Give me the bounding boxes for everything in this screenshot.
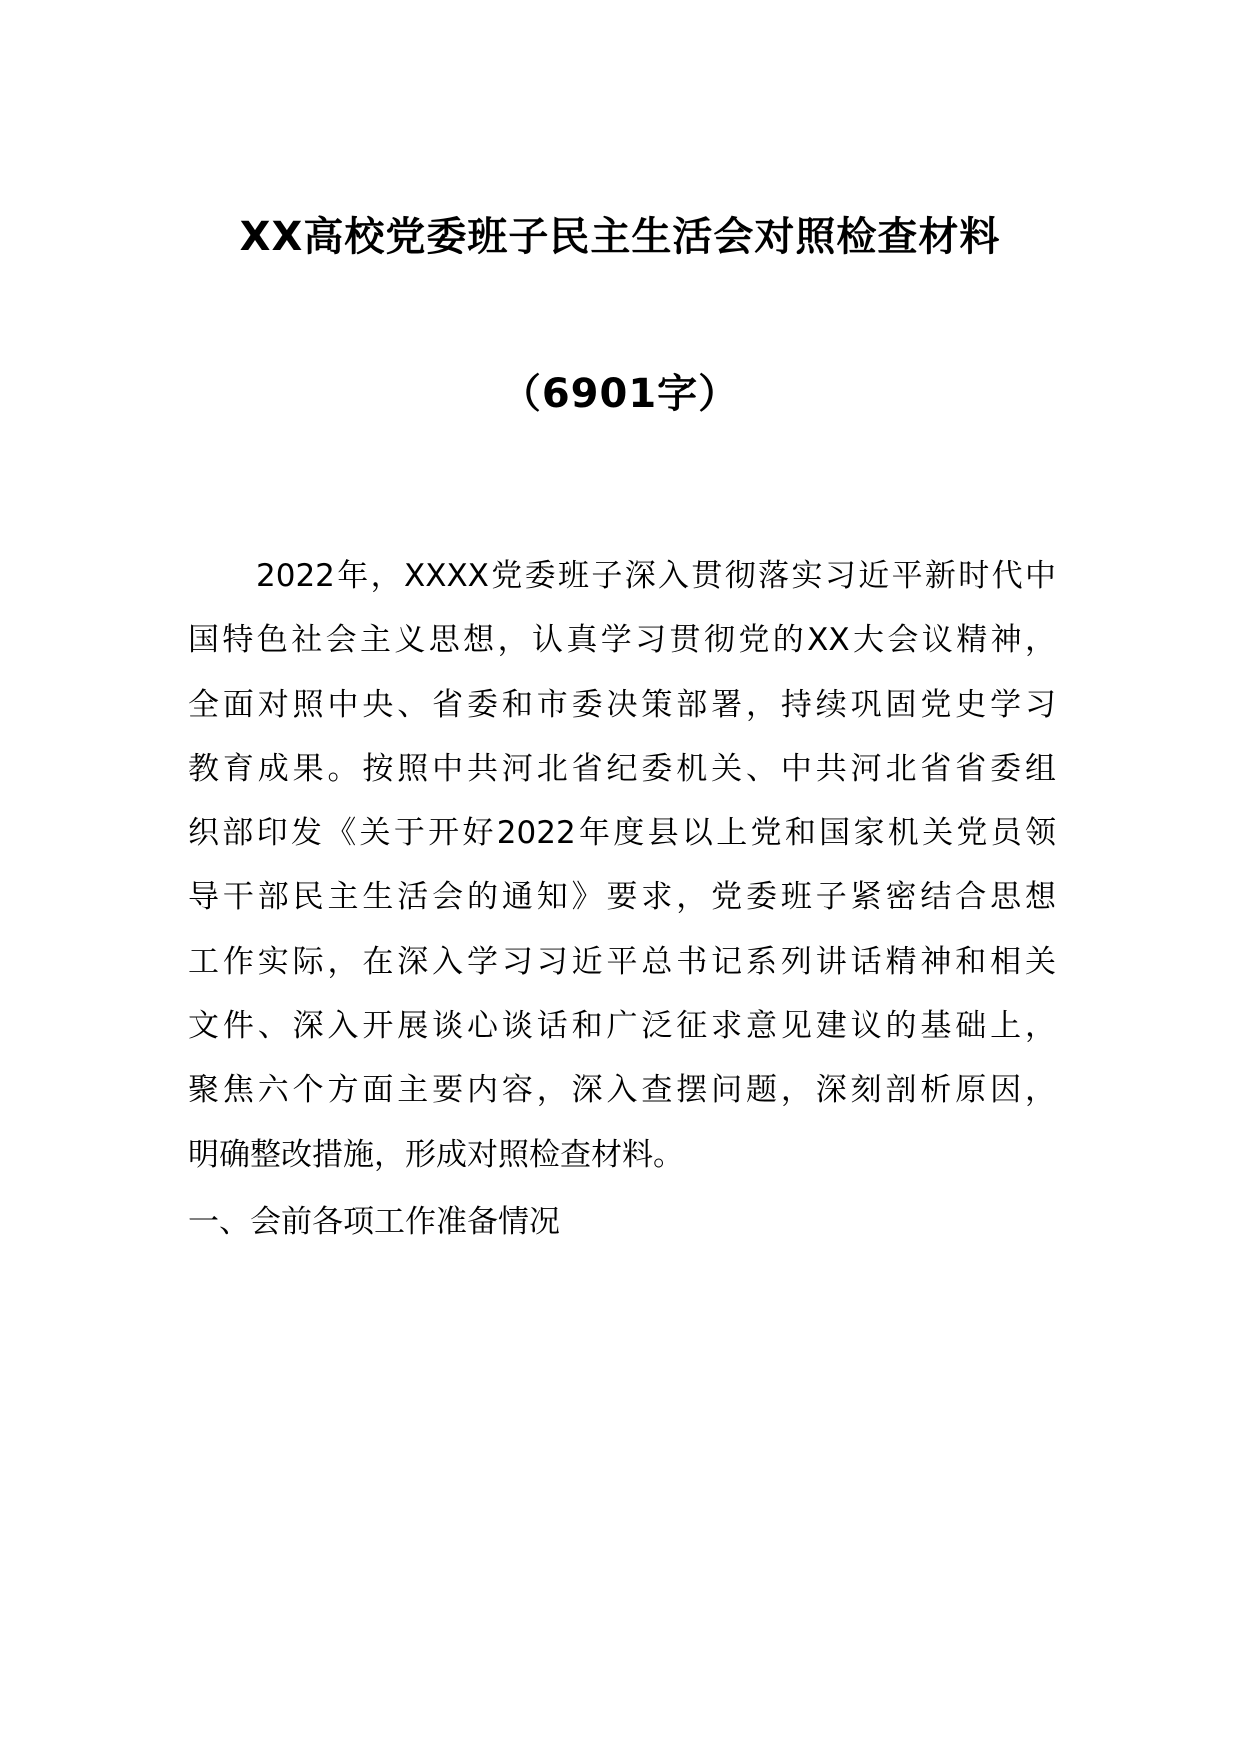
paragraph-line: 教育成果。按照中共河北省纪委机关、中共河北省省委组 bbox=[188, 750, 1056, 787]
document-title: XX高校党委班子民主生活会对照检查材料 bbox=[239, 214, 1001, 260]
paragraph-line: 全面对照中央、省委和市委决策部署，持续巩固党史学习 bbox=[188, 686, 1056, 723]
paragraph-line: 导干部民主生活会的通知》要求，党委班子紧密结合思想 bbox=[188, 879, 1056, 916]
paragraph-line: 织部印发《关于开好2022年度县以上党和国家机关党员领 bbox=[188, 815, 1056, 852]
paragraph-line: 国特色社会主义思想，认真学习贯彻党的XX大会议精神， bbox=[188, 622, 1056, 659]
section-heading: 一、会前各项工作准备情况 bbox=[188, 1204, 560, 1240]
word-count-subtitle: （6901字） bbox=[500, 371, 740, 417]
paragraph-line: 2022年，XXXX党委班子深入贯彻落实习近平新时代中 bbox=[256, 558, 1056, 594]
paragraph-line: 明确整改措施，形成对照检查材料。 bbox=[188, 1136, 684, 1173]
intro-paragraph bbox=[188, 544, 1056, 1187]
paragraph-line: 文件、深入开展谈心谈话和广泛征求意见建议的基础上， bbox=[188, 1008, 1056, 1045]
paragraph-line: 工作实际，在深入学习习近平总书记系列讲话精神和相关 bbox=[188, 943, 1056, 980]
paragraph-line: 聚焦六个方面主要内容，深入查摆问题，深刻剖析原因， bbox=[188, 1072, 1056, 1109]
